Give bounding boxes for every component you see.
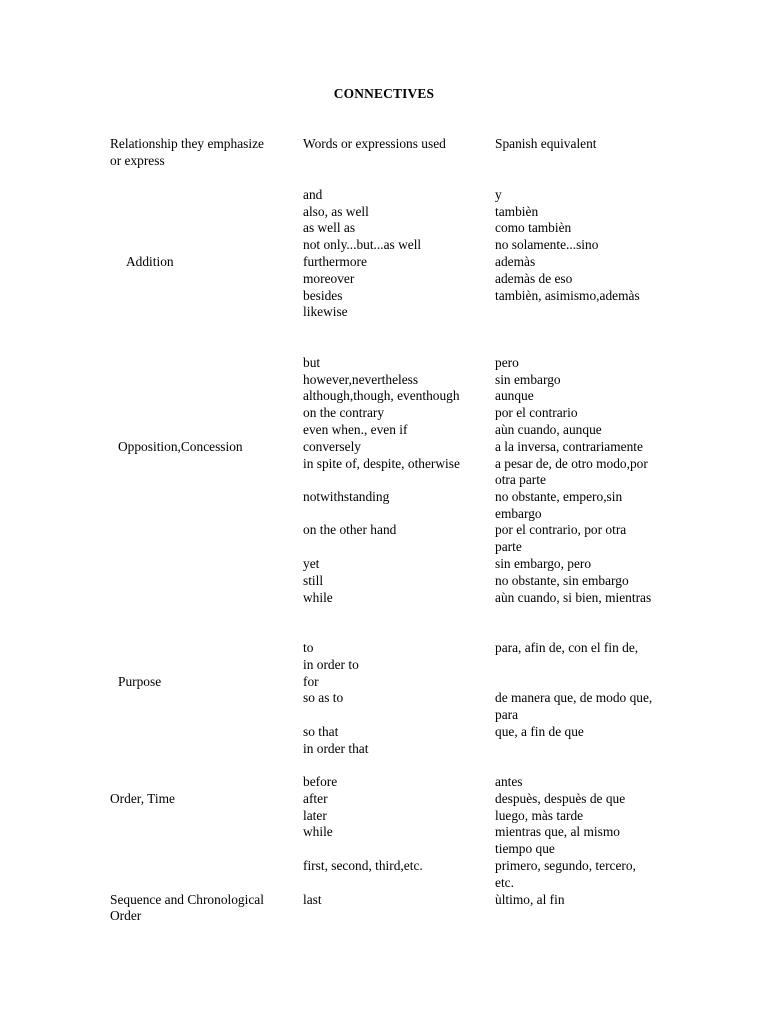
word-entry: still [303, 573, 324, 588]
spanish-entry: luego, màs tarde [495, 808, 584, 823]
spanish-entry: mientras que, al mismo [495, 824, 620, 839]
spanish-entry: a la inversa, contrariamente [495, 439, 643, 454]
spanish-entry: aùn cuando, aunque [495, 422, 602, 437]
spanish-entry: tambièn, asimismo,ademàs [495, 288, 640, 303]
word-entry: even when., even if [303, 422, 408, 437]
spanish-entry: sin embargo, pero [495, 556, 592, 571]
category-opposition: Opposition,Concession [118, 439, 243, 454]
word-entry: so that [303, 724, 339, 739]
spanish-entry: aùn cuando, si bien, mientras [495, 590, 652, 605]
spanish-entry: no obstante, sin embargo [495, 573, 629, 588]
spanish-entry: para [495, 707, 519, 722]
spanish-entry: aunque [495, 388, 534, 403]
spanish-entry: antes [495, 774, 523, 789]
spanish-entry: otra parte [495, 472, 546, 487]
spanish-entry: que, a fin de que [495, 724, 584, 739]
word-entry: after [303, 791, 328, 806]
spanish-entry: como tambièn [495, 220, 572, 235]
word-entry: while [303, 590, 333, 605]
spanish-entry: por el contrario, por otra [495, 522, 627, 537]
spanish-entry: a pesar de, de otro modo,por [495, 456, 648, 471]
header-spanish: Spanish equivalent [495, 136, 597, 151]
spanish-entry: ademàs de eso [495, 271, 573, 286]
spanish-entry: de manera que, de modo que, [495, 690, 653, 705]
word-entry: last [303, 892, 322, 907]
header-relationship-line-1: Relationship they emphasize [110, 136, 264, 151]
word-entry: in order to [303, 657, 359, 672]
word-entry: as well as [303, 220, 356, 235]
word-entry: to [303, 640, 314, 655]
header-relationship-line-2: or express [110, 153, 165, 168]
word-entry: while [303, 824, 333, 839]
spanish-entry: ùltimo, al fin [495, 892, 565, 907]
word-entry: for [303, 674, 319, 689]
word-entry: also, as well [303, 204, 369, 219]
word-entry: but [303, 355, 321, 370]
spanish-entry: parte [495, 539, 522, 554]
word-entry: and [303, 187, 323, 202]
category-addition: Addition [126, 254, 174, 269]
word-entry: however,nevertheless [303, 372, 419, 387]
category-order-time: Order, Time [110, 791, 175, 806]
spanish-entry: pero [495, 355, 519, 370]
spanish-entry: sin embargo [495, 372, 561, 387]
spanish-entry: tambièn [495, 204, 539, 219]
word-entry: furthermore [303, 254, 367, 269]
word-entry: moreover [303, 271, 355, 286]
spanish-entry: para, afin de, con el fin de, [495, 640, 639, 655]
word-entry: in order that [303, 741, 369, 756]
word-entry: in spite of, despite, otherwise [303, 456, 460, 471]
word-entry: although,though, eventhough [303, 388, 460, 403]
word-entry: yet [303, 556, 320, 571]
word-entry: not only...but...as well [303, 237, 422, 252]
word-entry: first, second, third,etc. [303, 858, 423, 873]
category-sequence-line-1: Sequence and Chronological [110, 892, 264, 907]
page-title: CONNECTIVES [333, 86, 435, 101]
spanish-entry: primero, segundo, tercero, [495, 858, 636, 873]
word-entry: on the other hand [303, 522, 397, 537]
spanish-entry: ademàs [495, 254, 536, 269]
word-entry: before [303, 774, 338, 789]
category-purpose: Purpose [118, 674, 162, 689]
spanish-entry: y [495, 187, 502, 202]
spanish-entry: no obstante, empero,sin [495, 489, 623, 504]
spanish-entry: no solamente...sino [495, 237, 599, 252]
header-words: Words or expressions used [303, 136, 446, 151]
word-entry: so as to [303, 690, 344, 705]
word-entry: likewise [303, 304, 348, 319]
word-entry: notwithstanding [303, 489, 390, 504]
category-sequence-line-2: Order [110, 908, 142, 923]
word-entry: conversely [303, 439, 362, 454]
spanish-entry: tiempo que [495, 841, 555, 856]
word-entry: on the contrary [303, 405, 385, 420]
spanish-entry: por el contrario [495, 405, 578, 420]
word-entry: besides [303, 288, 343, 303]
word-entry: later [303, 808, 327, 823]
spanish-entry: despuès, despuès de que [495, 791, 626, 806]
spanish-entry: etc. [495, 875, 514, 890]
spanish-entry: embargo [495, 506, 542, 521]
